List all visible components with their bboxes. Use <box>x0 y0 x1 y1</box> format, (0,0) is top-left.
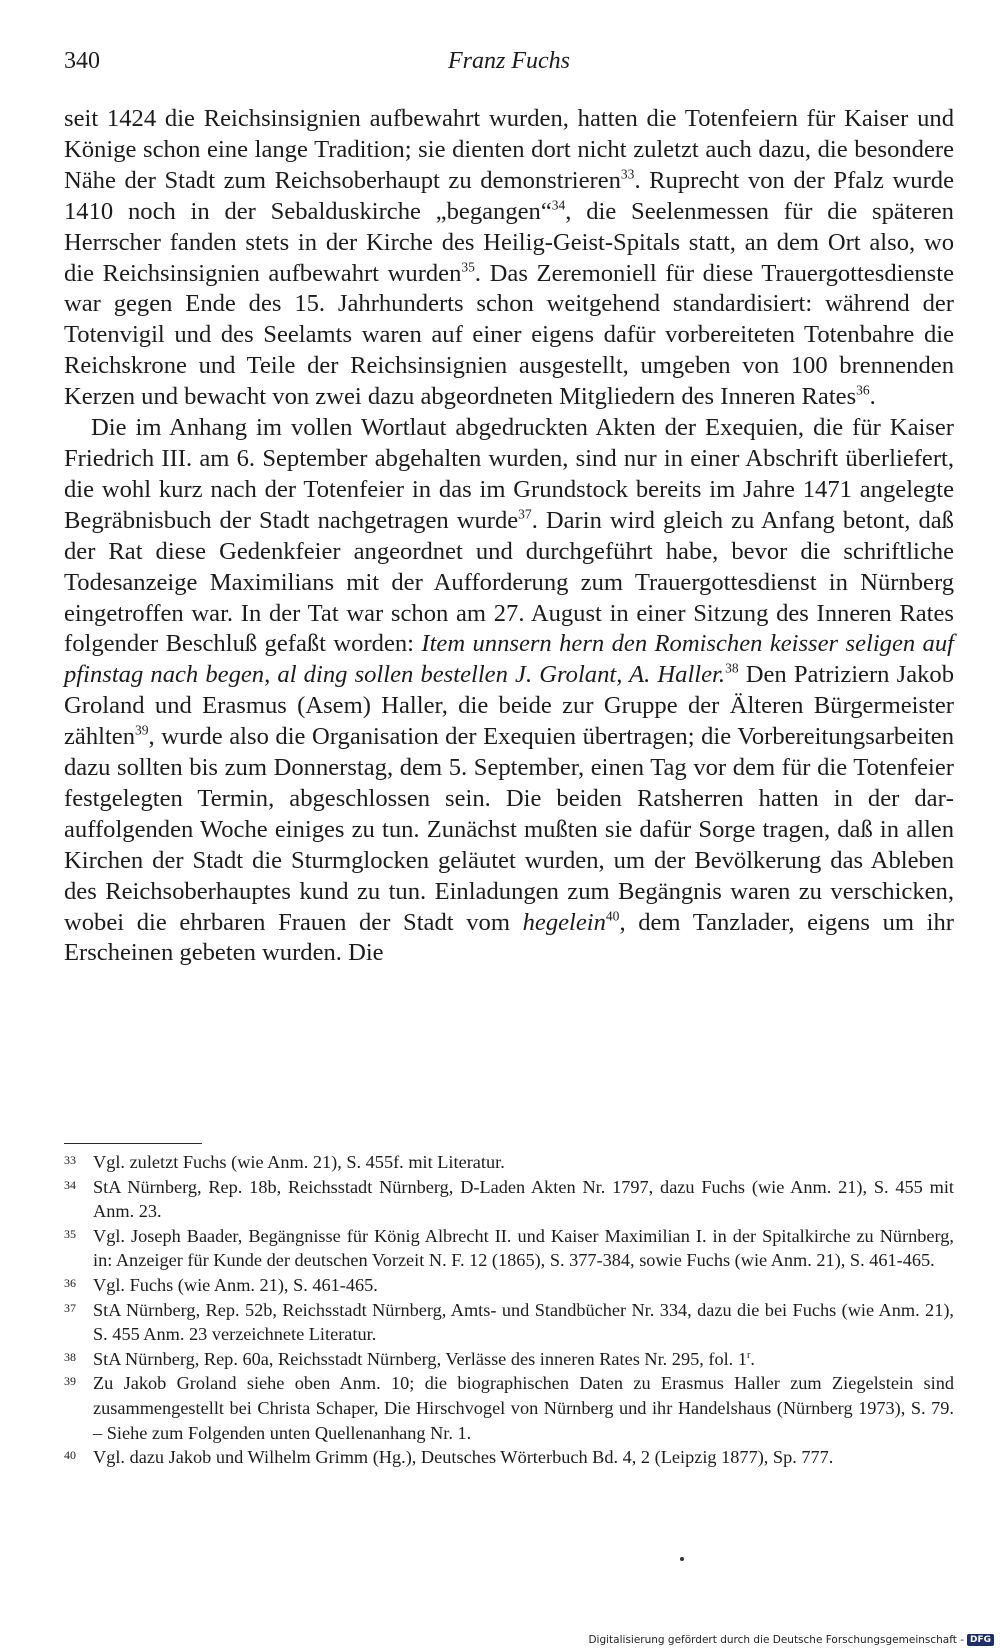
footnote-text: Vgl. dazu Jakob und Wilhelm Grimm (Hg.), Deutsches Wörterbuch Bd. 4, 2 (Leipzig 1877), Sp. 777. <box>93 1447 834 1468</box>
footnote-34 <box>64 1175 954 1224</box>
text-segment: , die Seelenmessen für die späteren Herrscher fanden stets in der Kirche des Heilig-Geist-Spitals statt, an dem Ort also, wo die Reichsinsignien aufbewahrt wurden <box>64 197 954 287</box>
footnote-number: 38 <box>64 1349 76 1364</box>
footnote-36 <box>64 1273 954 1298</box>
folio-recto-mark: r <box>746 1349 751 1361</box>
page-number: 340 <box>64 48 100 74</box>
footnote-ref-35[interactable]: 35 <box>461 259 475 275</box>
digitization-banner <box>588 1634 994 1646</box>
footnote-40 <box>64 1445 954 1470</box>
footnote-35 <box>64 1224 954 1273</box>
dfg-logo: DFG <box>967 1634 994 1646</box>
footnote-text: Zu Jakob Groland siehe oben Anm. 10; die biographischen Daten zu Erasmus Haller zum Ziegelstein sind zusammengestellt bei Christa Schaper, Die Hirschvogel von Nürnberg und ihr Handelshaus (Nürnberg 1973), S. 79. – Siehe zum Folgenden unten Quellenanhang Nr. 1. <box>93 1373 954 1443</box>
text-segment: , dem Tanzlader, eigens um ihr Erscheinen gebeten wurden. Die <box>64 908 954 967</box>
running-head: Franz Fuchs <box>448 48 570 74</box>
footnote-38 <box>64 1347 954 1372</box>
footnote-33 <box>64 1150 954 1175</box>
footnote-number: 36 <box>64 1275 76 1290</box>
text-segment: . <box>869 383 876 411</box>
footnote-text-end: . <box>750 1348 755 1369</box>
footnote-37 <box>64 1298 954 1347</box>
footnote-number: 37 <box>64 1300 76 1315</box>
italic-term: hegelein <box>522 908 606 936</box>
text-segment: seit 1424 die Reichsinsignien aufbewahrt wurden, hatten die Totenfeiern für Kaiser und Könige schon eine lange Tradition; sie dienten dort nicht zuletzt auch dazu, die besondere Nähe der Stadt zum Reichsoberhaupt zu demonstrieren <box>64 105 954 194</box>
footnote-number: 34 <box>64 1177 76 1192</box>
paragraph-2 <box>64 413 954 969</box>
text-segment: Den Patriziern Jakob Groland und Erasmus (Asem) Haller, die beide zur Gruppe der Älteren Bürgermeister zählten <box>64 661 954 751</box>
footnote-text: StA Nürnberg, Rep. 60a, Reichsstadt Nürnberg, Verlässe des inneren Rates Nr. 295, fol. 1 <box>93 1348 747 1369</box>
footnote-text: StA Nürnberg, Rep. 18b, Reichsstadt Nürnberg, D-Laden Akten Nr. 1797, dazu Fuchs (wie Anm. 21), S. 455 mit Anm. 23. <box>93 1176 954 1222</box>
footnotes <box>64 1150 954 1470</box>
footnote-text: Vgl. zuletzt Fuchs (wie Anm. 21), S. 455f. mit Literatur. <box>93 1152 505 1172</box>
text-segment: , wurde also die Organisation der Exequien übertragen; die Vorbereitungsarbeiten dazu sollten bis zum Donnerstag, dem 5. September, einen Tag vor dem für die Totenfeier festgelegten Termin, abgeschlossen sein. Die beiden Ratsherren hatten in der darauffolgenden Woche einiges zu tun. Zunächst mußten sie dafür Sorge tragen, daß in allen Kirchen der Stadt die Sturmglocken geläutet wurden, um der Bevölkerung das Ableben des Reichsoberhauptes kund zu tun. Einladungen zum Begängnis waren zu verschicken, wobei die ehrbaren Frauen der Stadt vom <box>64 723 954 936</box>
text-segment: . Das Zeremoniell für diese Trauergottesdienste war gegen Ende des 15. Jahrhunderts schon weitgehend standardisiert: während der Totenvigil und des Seelamts waren auf einer eigens dafür vorbereiteten Totenbahre die Reichskrone und Teile der Reichsinsignien ausgestellt, umgeben von 100 brennenden Kerzen und bewacht von zwei dazu abgeordneten Mitgliedern des Inneren Rates <box>64 259 954 411</box>
text-segment: . Ruprecht von der Pfalz wurde 1410 noch in der Sebalduskirche „begangen“ <box>64 166 954 225</box>
footnote-number: 40 <box>64 1448 76 1463</box>
footnote-39 <box>64 1371 954 1445</box>
body-text <box>64 104 954 969</box>
footnote-ref-39[interactable]: 39 <box>135 722 149 738</box>
footnote-ref-38[interactable]: 38 <box>725 660 739 676</box>
text-segment: Die im Anhang im vollen Wortlaut abgedruckten Akten der Exequien, die für Kaiser Friedrich III. am 6. September abgehalten wurden, sind nur in einer Abschrift überliefert, die wohl kurz nach der Totenfeier in das im Grundstock bereits im Jahre 1471 angelegte Begräbnisbuch der Stadt nachgetragen wurde <box>64 414 954 534</box>
scan-speck <box>680 1557 684 1561</box>
footnote-number: 35 <box>64 1226 76 1241</box>
source-quote: Item unnsern hern den Romischen keisser seligen auf pfinstag nach begen, al ding sollen bestellen J. Grolant, A. Haller. <box>64 630 954 689</box>
footnote-text: StA Nürnberg, Rep. 52b, Reichsstadt Nürnberg, Amts- und Standbücher Nr. 334, dazu die bei Fuchs (wie Anm. 21), S. 455 Anm. 23 verzeichnete Literatur. <box>93 1299 954 1345</box>
footnote-text: Vgl. Fuchs (wie Anm. 21), S. 461-465. <box>93 1274 378 1295</box>
footnote-ref-37[interactable]: 37 <box>518 506 532 522</box>
funding-notice: Digitalisierung gefördert durch die Deutsche Forschungsgemeinschaft - <box>588 1634 964 1646</box>
text-segment: . Darin wird gleich zu Anfang betont, daß der Rat diese Gedenkfeier angeordnet und durchgeführt habe, bevor die schriftliche Todesanzeige Maximilians mit der Aufforderung zum Trauergottesdienst in Nürnberg eingetroffen war. In der Tat war schon am 27. August in einer Sitzung des Inneren Rates folgender Beschluß gefaßt worden: <box>64 506 954 658</box>
footnote-text: Vgl. Joseph Baader, Begängnisse für König Albrecht II. und Kaiser Maximilian I. in der Spitalkirche zu Nürnberg, in: Anzeiger für Kunde der deutschen Vorzeit N. F. 12 (1865), S. 377-384, sowie Fuchs (wie Anm. 21), S. 461-465. <box>93 1225 954 1271</box>
footnote-ref-34[interactable]: 34 <box>551 197 566 213</box>
footnote-number: 39 <box>64 1374 76 1389</box>
footnote-ref-36[interactable]: 36 <box>856 382 870 398</box>
page-header <box>64 48 954 82</box>
footnote-separator <box>64 1143 202 1144</box>
footnote-number: 33 <box>64 1153 76 1167</box>
footnote-ref-33[interactable]: 33 <box>620 166 635 182</box>
footnote-ref-40[interactable]: 40 <box>605 908 620 924</box>
paragraph-1 <box>64 104 954 413</box>
